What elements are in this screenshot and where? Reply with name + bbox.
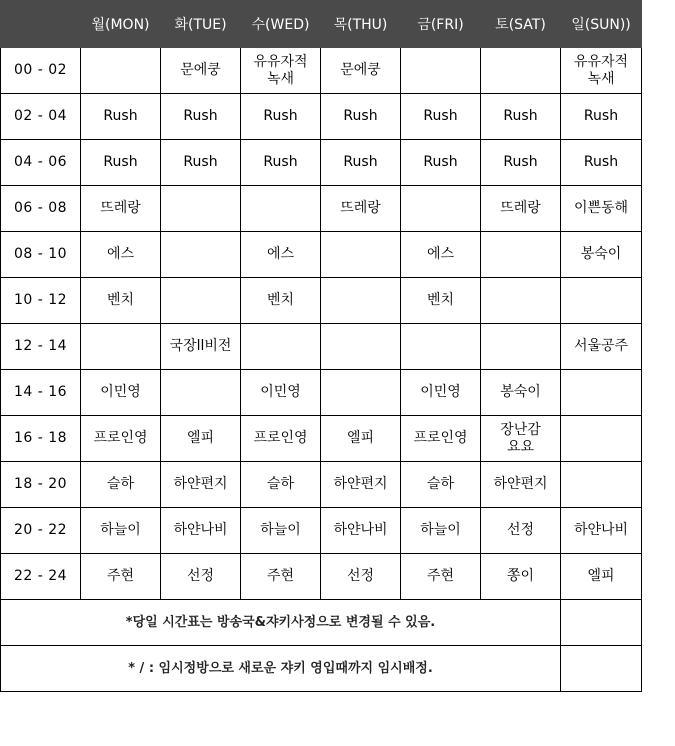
program-cell-sat: 하얀편지 <box>481 462 561 508</box>
program-cell-fri <box>401 324 481 370</box>
schedule-row <box>1 462 642 508</box>
program-cell-sat: 뜨레랑 <box>481 186 561 232</box>
header-day-wed: 수(WED) <box>241 1 321 48</box>
program-name-line: 녹새 <box>266 70 295 87</box>
time-slot-label: 08 - 10 <box>1 232 81 278</box>
time-slot-label: 12 - 14 <box>1 324 81 370</box>
header-day-fri: 금(FRI) <box>401 1 481 48</box>
program-cell-sat <box>481 232 561 278</box>
program-cell-mon: Rush <box>81 94 161 140</box>
header-day-thu: 목(THU) <box>321 1 401 48</box>
header-day-mon: 월(MON) <box>81 1 161 48</box>
program-cell-mon <box>81 48 161 94</box>
header-day-sat: 토(SAT) <box>481 1 561 48</box>
schedule-row <box>1 278 642 324</box>
program-name-line: 유유자적 <box>573 53 629 70</box>
program-cell-tue <box>161 370 241 416</box>
program-cell-thu: 문에쿵 <box>321 48 401 94</box>
program-cell-wed: 벤치 <box>241 278 321 324</box>
time-slot-label: 00 - 02 <box>1 48 81 94</box>
program-cell-fri: 하늘이 <box>401 508 481 554</box>
program-cell-wed: 에스 <box>241 232 321 278</box>
program-cell-sat: Rush <box>481 94 561 140</box>
schedule-row <box>1 186 642 232</box>
program-cell-mon: 하늘이 <box>81 508 161 554</box>
program-cell-tue: 국장ll비전 <box>161 324 241 370</box>
note-blank-cell <box>561 600 642 646</box>
schedule-body <box>1 48 642 692</box>
time-slot-label: 06 - 08 <box>1 186 81 232</box>
program-cell-sat: 선정 <box>481 508 561 554</box>
program-cell-wed <box>241 48 321 94</box>
program-cell-fri: 벤치 <box>401 278 481 324</box>
program-cell-thu: 엘피 <box>321 416 401 462</box>
program-name-line: 장난감 <box>500 421 541 438</box>
schedule-row <box>1 370 642 416</box>
time-slot-label: 18 - 20 <box>1 462 81 508</box>
schedule-row <box>1 416 642 462</box>
program-cell-sun <box>561 278 642 324</box>
time-slot-label: 14 - 16 <box>1 370 81 416</box>
program-cell-thu: Rush <box>321 94 401 140</box>
program-cell-tue <box>161 232 241 278</box>
program-cell-fri: 이민영 <box>401 370 481 416</box>
header-corner <box>1 1 81 48</box>
program-cell-thu: 하얀편지 <box>321 462 401 508</box>
program-cell-wed: 슬하 <box>241 462 321 508</box>
schedule-row <box>1 232 642 278</box>
program-cell-sat: 쫑이 <box>481 554 561 600</box>
program-cell-sat <box>481 416 561 462</box>
program-cell-thu <box>321 370 401 416</box>
program-cell-sun <box>561 48 642 94</box>
program-name-line: 요요 <box>506 438 535 455</box>
program-cell-tue: Rush <box>161 94 241 140</box>
program-cell-mon: 프로인영 <box>81 416 161 462</box>
program-cell-fri <box>401 186 481 232</box>
program-cell-wed: Rush <box>241 94 321 140</box>
program-cell-mon: Rush <box>81 140 161 186</box>
program-cell-fri: 에스 <box>401 232 481 278</box>
program-cell-sat <box>481 48 561 94</box>
schedule-row <box>1 324 642 370</box>
schedule-row <box>1 48 642 94</box>
program-cell-fri: 슬하 <box>401 462 481 508</box>
note-text: *당일 시간표는 방송국&쟈키사정으로 변경될 수 있음. <box>1 600 561 646</box>
time-slot-label: 02 - 04 <box>1 94 81 140</box>
program-cell-sat: 봉숙이 <box>481 370 561 416</box>
program-cell-mon: 벤치 <box>81 278 161 324</box>
program-cell-mon: 주현 <box>81 554 161 600</box>
program-cell-sun: 서울공주 <box>561 324 642 370</box>
program-cell-wed <box>241 324 321 370</box>
program-cell-thu: 하얀나비 <box>321 508 401 554</box>
schedule-row <box>1 508 642 554</box>
program-cell-sat <box>481 278 561 324</box>
program-cell-tue: 선정 <box>161 554 241 600</box>
program-name-line: 유유자적 <box>253 53 308 70</box>
program-cell-mon: 이민영 <box>81 370 161 416</box>
note-row <box>1 600 642 646</box>
program-cell-thu <box>321 278 401 324</box>
program-cell-fri: Rush <box>401 94 481 140</box>
program-cell-tue <box>161 186 241 232</box>
program-cell-sun <box>561 370 642 416</box>
program-cell-sun: Rush <box>561 140 642 186</box>
program-cell-sun: Rush <box>561 94 642 140</box>
program-name-line: 녹새 <box>587 70 615 87</box>
header-row <box>1 1 642 48</box>
program-cell-tue: 엘피 <box>161 416 241 462</box>
program-cell-thu: Rush <box>321 140 401 186</box>
time-slot-label: 22 - 24 <box>1 554 81 600</box>
program-cell-mon: 뜨레랑 <box>81 186 161 232</box>
note-blank-cell <box>561 646 642 692</box>
program-cell-tue <box>161 278 241 324</box>
program-cell-thu: 뜨레랑 <box>321 186 401 232</box>
header-day-tue: 화(TUE) <box>161 1 241 48</box>
program-cell-thu: 선정 <box>321 554 401 600</box>
program-cell-wed: Rush <box>241 140 321 186</box>
program-cell-thu <box>321 324 401 370</box>
program-cell-sun: 엘피 <box>561 554 642 600</box>
program-cell-fri: Rush <box>401 140 481 186</box>
program-cell-mon: 에스 <box>81 232 161 278</box>
program-cell-wed: 이민영 <box>241 370 321 416</box>
program-cell-sun <box>561 416 642 462</box>
program-cell-wed: 프로인영 <box>241 416 321 462</box>
program-cell-wed <box>241 186 321 232</box>
program-cell-tue: 하얀편지 <box>161 462 241 508</box>
program-cell-sat <box>481 324 561 370</box>
time-slot-label: 10 - 12 <box>1 278 81 324</box>
program-cell-fri <box>401 48 481 94</box>
schedule-row <box>1 554 642 600</box>
program-cell-sun: 봉숙이 <box>561 232 642 278</box>
program-cell-thu <box>321 232 401 278</box>
program-cell-wed: 주현 <box>241 554 321 600</box>
program-cell-sat: Rush <box>481 140 561 186</box>
header-day-sun: 일(SUN)) <box>561 1 642 48</box>
program-cell-sun <box>561 462 642 508</box>
program-cell-sun: 이쁜동해 <box>561 186 642 232</box>
note-row <box>1 646 642 692</box>
program-cell-fri: 주현 <box>401 554 481 600</box>
program-cell-fri: 프로인영 <box>401 416 481 462</box>
schedule-row <box>1 140 642 186</box>
time-slot-label: 16 - 18 <box>1 416 81 462</box>
note-text: * / : 임시정방으로 새로운 쟈키 영입때까지 임시배정. <box>1 646 561 692</box>
program-cell-mon: 슬하 <box>81 462 161 508</box>
program-cell-tue: 하얀나비 <box>161 508 241 554</box>
program-cell-tue: Rush <box>161 140 241 186</box>
program-cell-mon <box>81 324 161 370</box>
time-slot-label: 20 - 22 <box>1 508 81 554</box>
time-slot-label: 04 - 06 <box>1 140 81 186</box>
program-cell-sun: 하얀나비 <box>561 508 642 554</box>
schedule-row <box>1 94 642 140</box>
program-cell-tue: 문에쿵 <box>161 48 241 94</box>
program-cell-wed: 하늘이 <box>241 508 321 554</box>
